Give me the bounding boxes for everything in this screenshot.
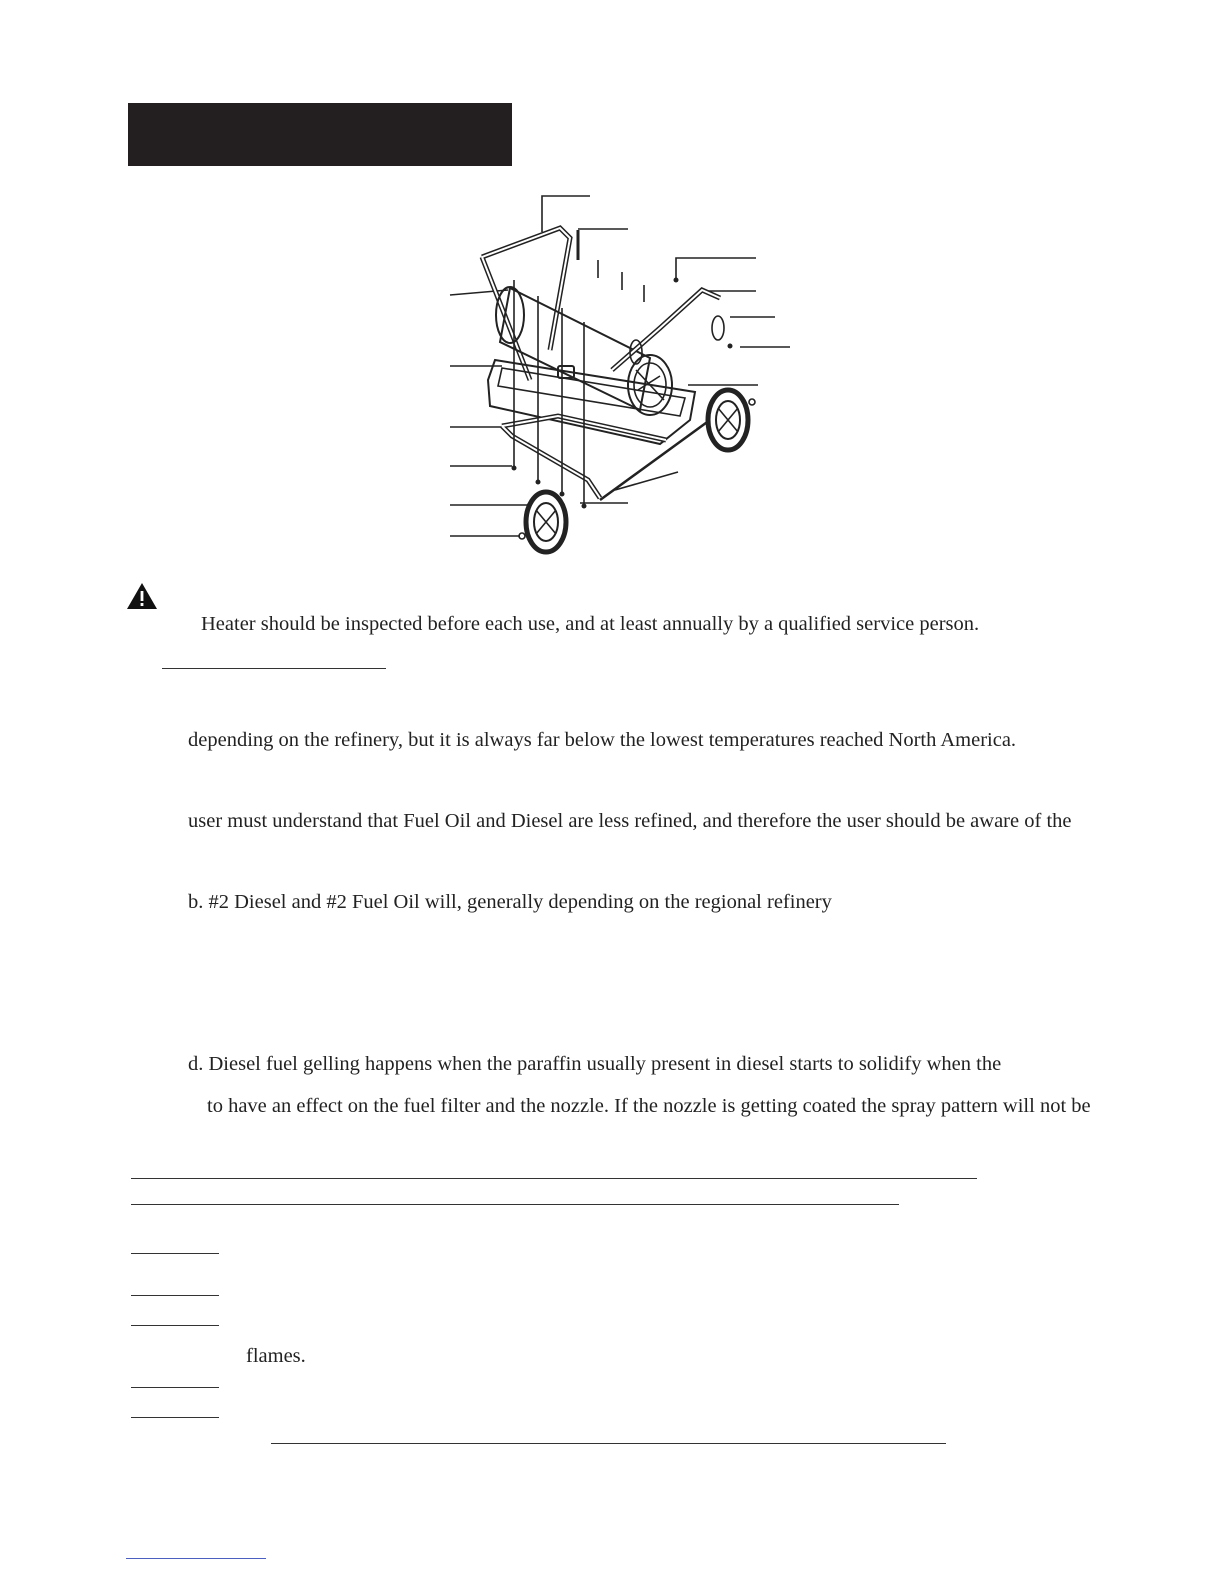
heater-assembly-diagram [440,180,800,570]
flames-text: flames. [246,1345,306,1367]
fuel-list-item-b: b. #2 Diesel and #2 Fuel Oil will, generally depending on the regional refinery [188,891,832,913]
fuel-paragraph-line: depending on the refinery, but it is always far below the lowest temperatures reached North America. [188,729,1017,751]
fuel-list-item-d: d. Diesel fuel gelling happens when the paraffin usually present in diesel starts to solidify when the [188,1053,1002,1075]
heading-underline [162,668,386,669]
footer-link-underline [126,1558,266,1559]
closing-underline [271,1443,946,1444]
fuel-paragraph-line: to have an effect on the fuel filter and the nozzle. If the nozzle is getting coated the spray pattern will not be [207,1095,1091,1117]
warning-triangle-icon [126,582,158,610]
list-label-underline [131,1253,219,1254]
list-label-underline [131,1417,219,1418]
section-rule [131,1178,977,1179]
fuel-paragraph-line: user must understand that Fuel Oil and Diesel are less refined, and therefore the user should be aware of the [188,810,1072,832]
section-title-bar [128,103,512,166]
section-rule [131,1204,899,1205]
warning-text: Heater should be inspected before each use, and at least annually by a qualified service person. [201,613,980,635]
list-label-underline [131,1295,219,1296]
list-label-underline [131,1325,219,1326]
list-label-underline [131,1387,219,1388]
